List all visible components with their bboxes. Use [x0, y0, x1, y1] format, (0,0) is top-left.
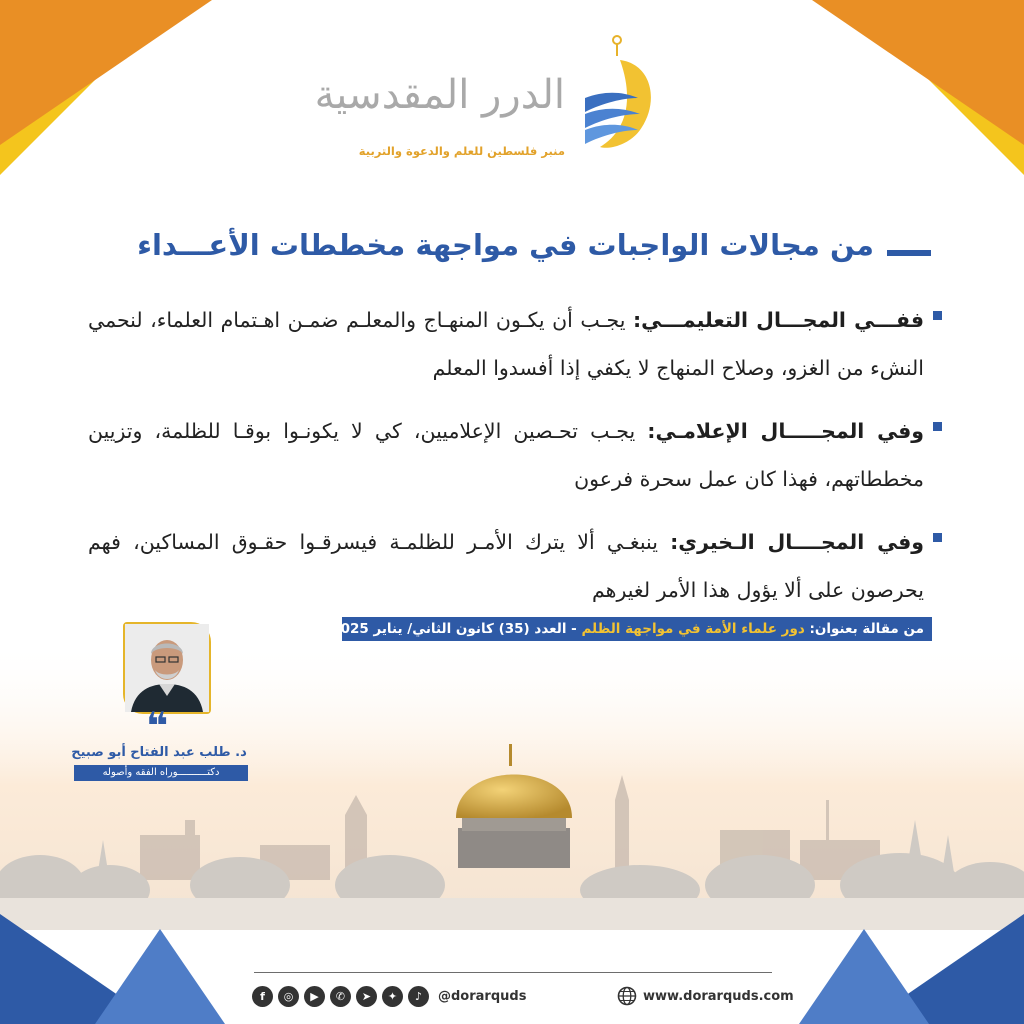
item-text: ينبغـي ألا يترك الأمـر للظلمـة فيسرقـوا حقـوق المساكين، فهم يحرصون على ألا يؤول هذا الأمر لغيرهم: [88, 530, 924, 602]
list-item: [88, 518, 948, 614]
page-title: من مجالات الواجبات في مواجهة مخططات الأعـــداء: [137, 228, 874, 262]
duties-list: [88, 296, 948, 629]
author-name: د. طلب عبد الفتاح أبو صبيح: [71, 745, 247, 760]
bullet-icon: [933, 422, 942, 431]
social-links: [252, 984, 526, 1008]
item-text: يجـب تحـصين الإعلاميين، كي لا يكونـوا بوقـا للظلمة، وتزيين مخططاتهم، فهذا كان عمل سحرة فرعون: [88, 419, 924, 491]
logo-crescent-icon: [580, 32, 660, 162]
logo: [314, 32, 660, 164]
item-lead: ففـــي المجـــال التعليمـــي:: [632, 308, 925, 332]
item-paragraph: [88, 518, 924, 614]
top-right-corner-accent: [812, 0, 1024, 145]
facebook-icon[interactable]: f: [252, 986, 273, 1007]
social-handle[interactable]: @dorarquds: [438, 988, 527, 1004]
youtube-icon[interactable]: ▶: [304, 986, 325, 1007]
list-item: [88, 296, 948, 392]
instagram-icon[interactable]: ◎: [278, 986, 299, 1007]
website-url[interactable]: www.dorarquds.com: [643, 988, 794, 1004]
tiktok-icon[interactable]: ♪: [408, 986, 429, 1007]
bullet-icon: [933, 533, 942, 542]
bottom-right-corner-accent: [799, 929, 929, 1024]
source-article-title: دور علماء الأمة في مواجهة الظلم: [581, 621, 805, 637]
source-issue: - العدد (35) كانون الثاني/ يناير 2025م: [321, 621, 582, 637]
heading-row: [0, 228, 1024, 274]
list-item: [88, 407, 948, 503]
top-left-corner-accent: [0, 0, 212, 145]
twitter-icon[interactable]: ✦: [382, 986, 403, 1007]
globe-icon: [617, 986, 637, 1006]
author-role: دكتــــــــــوراه الفقه وأصوله: [74, 765, 248, 781]
bullet-icon: [933, 311, 942, 320]
item-text: يجـب أن يكـون المنهـاج والمعلـم ضمـن اهـتمام العلماء، لنحمي النشء من الغزو، وصلاح المنهاج لا يكفي إذا أفسدوا المعلم: [88, 308, 924, 380]
title-accent-bar: [887, 250, 931, 256]
footer-divider: [254, 972, 772, 973]
source-citation: [321, 617, 932, 641]
author-portrait-icon: [125, 624, 209, 712]
item-lead: وفي المجـــــال الإعلامـي:: [647, 419, 924, 443]
item-paragraph: [88, 407, 924, 503]
item-paragraph: [88, 296, 924, 392]
item-lead: وفي المجــــال الـخيري:: [670, 530, 925, 554]
whatsapp-icon[interactable]: ✆: [330, 986, 351, 1007]
telegram-icon[interactable]: ➤: [356, 986, 377, 1007]
author-photo: [123, 622, 211, 714]
bottom-left-corner-accent: [95, 929, 225, 1024]
source-prefix: من مقالة بعنوان:: [804, 621, 924, 637]
website-link[interactable]: [617, 984, 794, 1008]
logo-tagline: منبر فلسطين للعلم والدعوة والتربية: [358, 144, 565, 158]
logo-title: الدرر المقدسية: [314, 72, 565, 118]
quote-mark-icon: ❝: [146, 704, 169, 748]
